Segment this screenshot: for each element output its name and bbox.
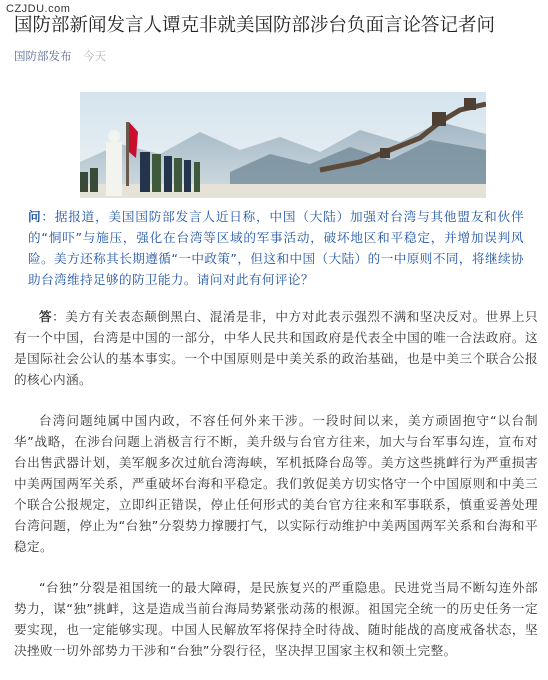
- publish-date: 今天: [83, 49, 107, 63]
- site-watermark: CZJDU.com: [6, 3, 71, 15]
- body-paragraph: “台独”分裂是祖国统一的最大障碍，是民族复兴的严重隐患。民进党当局不断勾连外部势力，谋“独”挑衅，这是造成当前台海局势紧张动荡的根源。祖国完全统一的历史任务一定要实现，也一定能够实现。中国人民解放军将保持全时待战、随时能战的高度戒备状态，坚决挫败一切外部势力干涉和“台独”分裂行径，坚决捍卫国家主权和领土完整。: [14, 580, 538, 658]
- author-link[interactable]: 国防部发布: [14, 49, 72, 63]
- article-body: [14, 206, 538, 661]
- header-banner-image: [80, 92, 486, 198]
- article-meta: [14, 48, 106, 64]
- question-lead: 问: [28, 209, 42, 224]
- question-text: ：据报道，美国国防部发言人近日称，中国（大陆）加强对台湾与其他盟友和伙伴的“恫吓”与施压，强化在台湾等区域的军事活动，破坏地区和平稳定，并增加误判风险。美方还称其长期遵循“一中政策”，但这和中国（大陆）的一中原则不同，将继续协助台湾维持足够的防卫能力。请问对此有何评论？: [28, 209, 524, 287]
- question-paragraph: [28, 206, 524, 290]
- article-title: 国防部新闻发言人谭克非就美国防部涉台负面言论答记者问: [14, 15, 496, 36]
- answer-paragraph: [14, 306, 538, 390]
- answer-text: ：美方有关表态颠倒黑白、混淆是非，中方对此表示强烈不满和坚决反对。世界上只有一个中国，台湾是中国的一部分，中华人民共和国政府是代表全中国的唯一合法政府。这是国际社会公认的基本事实。一个中国原则是中美关系的政治基础，也是中美三个联合公报的核心内涵。: [14, 309, 538, 387]
- body-paragraph: 台湾问题纯属中国内政，不容任何外来干涉。一段时间以来，美方顽固抱守“以台制华”战略，在涉台问题上消极言行不断，美升级与台官方往来，加大与台军事勾连，宣布对台出售武器计划，美军舰多次过航台湾海峡，军机抵降台岛等。美方这些挑衅行为严重损害中美两国两军关系，严重破坏台海和平稳定。我们敦促美方切实恪守一个中国原则和中美三个联合公报规定，立即纠正错误，停止任何形式的美台官方往来和军事联系，慎重妥善处理台湾问题，停止为“台独”分裂势力撑腰打气，以实际行动维护中美两国两军关系和台海和平稳定。: [14, 413, 538, 554]
- answer-lead: 答: [39, 309, 53, 324]
